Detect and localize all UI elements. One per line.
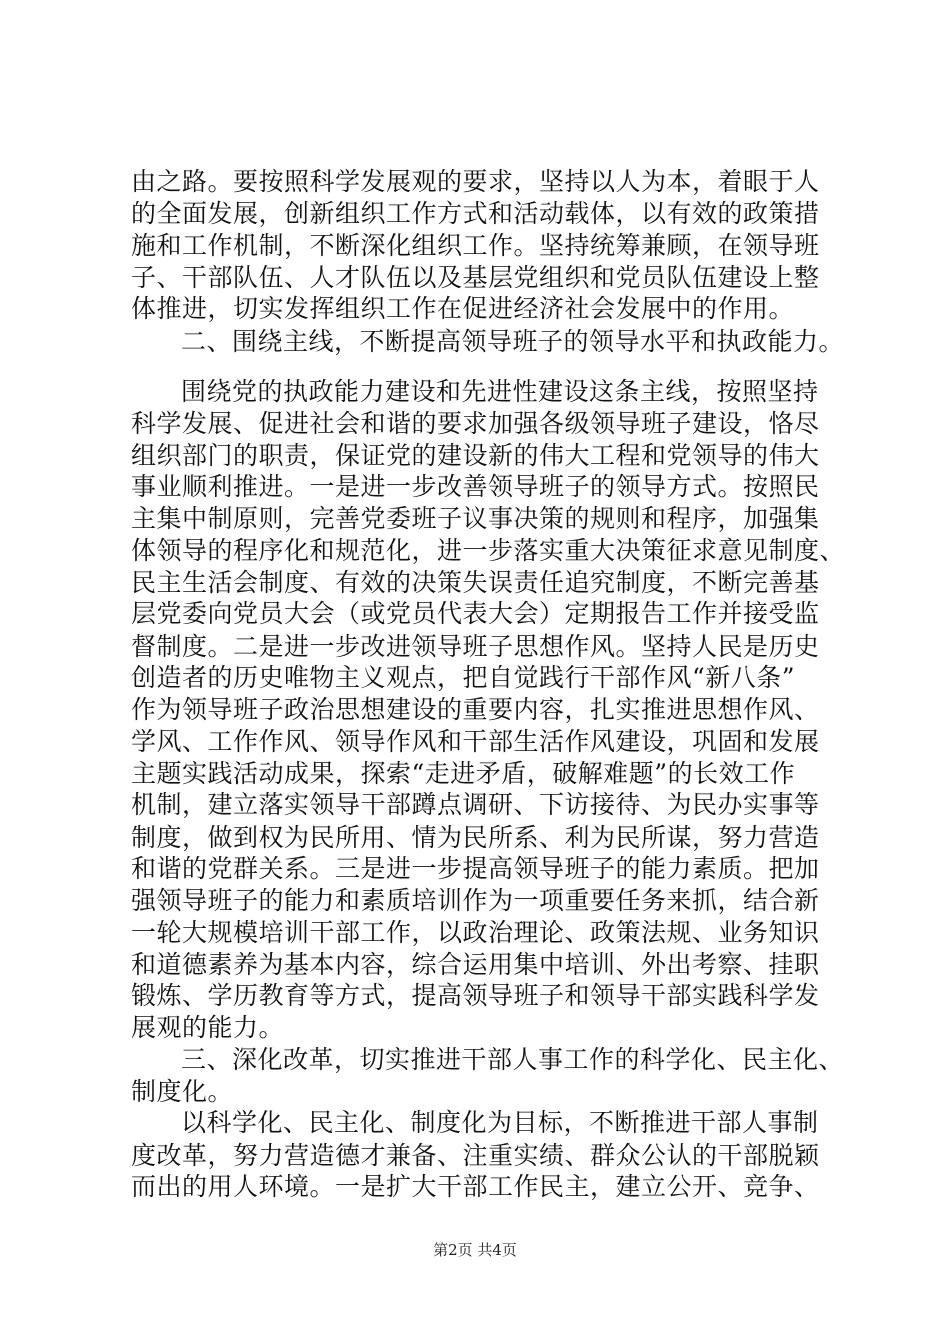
text-line: 体推进，切实发挥组织工作在促进经济社会发展中的作用。 (131, 294, 795, 323)
text-line: 锻炼、学历教育等方式，提高领导班子和领导干部实践科学发 (131, 981, 820, 1010)
text-line: 民主生活会制度、有效的决策失误责任追究制度，不断完善基 (131, 568, 820, 597)
text-line: 学风、工作作风、领导作风和干部生活作风建设，巩固和发展 (131, 727, 820, 756)
text-line: 强领导班子的能力和素质培训作为一项重要任务来抓，结合新 (131, 886, 820, 915)
section-heading: 三、深化改革，切实推进干部人事工作的科学化、民主化、 (181, 1045, 845, 1074)
text-line: 展观的能力。 (131, 1013, 285, 1042)
text-line: 施和工作机制，不断深化组织工作。坚持统筹兼顾，在领导班 (131, 231, 820, 260)
text-line: 而出的用人环境。一是扩大干部工作民主，建立公开、竞争、 (131, 1172, 820, 1201)
text-line: 创造者的历史唯物主义观点，把自觉践行干部作风“新八条” (131, 663, 796, 692)
text-line: 制度，做到权为民所用、情为民所系、利为民所谋，努力营造 (131, 823, 820, 852)
text-line: 科学发展、促进社会和谐的要求加强各级领导班子建设，恪尽 (131, 409, 820, 438)
text-line: 子、干部队伍、人才队伍以及基层党组织和党员队伍建设上整 (131, 263, 820, 292)
text-line: 主集中制原则，完善党委班子议事决策的规则和程序，加强集 (131, 504, 820, 533)
section-heading-continuation: 制度化。 (131, 1077, 234, 1106)
text-line: 机制，建立落实领导干部蹲点调研、下访接待、为民办实事等 (131, 790, 820, 819)
text-line: 和道德素养为基本内容，综合运用集中培训、外出考察、挂职 (131, 950, 820, 979)
text-line: 一轮大规模培训干部工作，以政治理论、政策法规、业务知识 (131, 918, 820, 947)
text-line: 的全面发展，创新组织工作方式和活动载体，以有效的政策措 (131, 199, 820, 228)
text-line: 事业顺利推进。一是进一步改善领导班子的领导方式。按照民 (131, 472, 820, 501)
text-line: 围绕党的执政能力建设和先进性建设这条主线，按照坚持 (181, 377, 819, 406)
text-line: 组织部门的职责，保证党的建设新的伟大工程和党领导的伟大 (131, 441, 820, 470)
text-line: 督制度。二是进一步改进领导班子思想作风。坚持人民是历史 (131, 632, 820, 661)
section-heading: 二、围绕主线，不断提高领导班子的领导水平和执政能力。 (181, 327, 845, 356)
text-line: 层党委向党员大会（或党员代表大会）定期报告工作并接受监 (131, 599, 820, 628)
page-footer: 第2页 共4页 (433, 1241, 517, 1259)
text-line: 由之路。要按照科学发展观的要求，坚持以人为本，着眼于人 (131, 167, 820, 196)
text-line: 主题实践活动成果，探索“走进矛盾，破解难题”的长效工作 (131, 759, 796, 788)
text-line: 度改革，努力营造德才兼备、注重实绩、群众公认的干部脱颖 (131, 1141, 820, 1170)
text-line: 作为领导班子政治思想建设的重要内容，扎实推进思想作风、 (131, 695, 820, 724)
text-line: 和谐的党群关系。三是进一步提高领导班子的能力素质。把加 (131, 854, 820, 883)
text-line: 以科学化、民主化、制度化为目标，不断推进干部人事制 (181, 1108, 819, 1137)
text-line: 体领导的程序化和规范化，进一步落实重大决策征求意见制度、 (131, 536, 846, 565)
